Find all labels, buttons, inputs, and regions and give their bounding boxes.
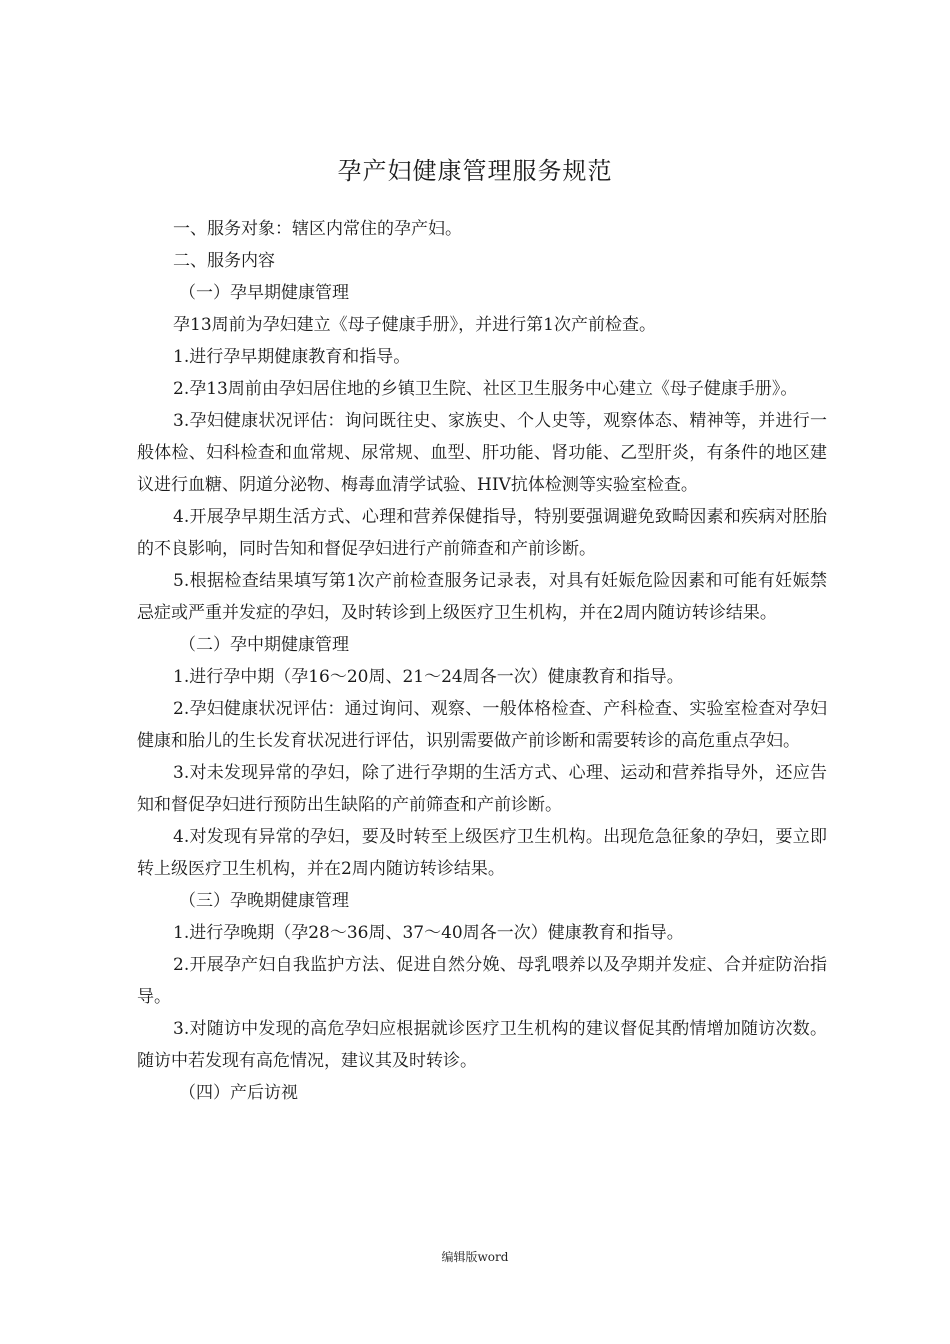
paragraph: 2.孕妇健康状况评估：通过询问、观察、一般体格检查、产科检查、实验室检查对孕妇健康和胎儿的生长发育状况进行评估，识别需要做产前诊断和需要转诊的高危重点孕妇。 [137,699,827,751]
paragraph: 1.进行孕早期健康教育和指导。 [173,347,411,367]
paragraph: 4.对发现有异常的孕妇，要及时转至上级医疗卫生机构。出现危急征象的孕妇，要立即转上级医疗卫生机构，并在2周内随访转诊结果。 [137,827,827,879]
paragraph: 1.进行孕晚期（孕28～36周、37～40周各一次）健康教育和指导。 [173,923,684,943]
paragraph: 2.孕13周前由孕妇居住地的乡镇卫生院、社区卫生服务中心建立《母子健康手册》。 [173,379,798,399]
paragraph: 3.孕妇健康状况评估：询问既往史、家族史、个人史等，观察体态、精神等，并进行一般体检、妇科检查和血常规、尿常规、血型、肝功能、肾功能、乙型肝炎，有条件的地区建议进行血糖、阴道分泌物、梅毒血清学试验、HIV抗体检测等实验室检查。 [137,411,827,495]
paragraph: 4.开展孕早期生活方式、心理和营养保健指导，特别要强调避免致畸因素和疾病对胚胎的不良影响，同时告知和督促孕妇进行产前筛查和产前诊断。 [137,507,827,559]
paragraph: 孕13周前为孕妇建立《母子健康手册》，并进行第1次产前检查。 [173,315,656,335]
paragraph: 5.根据检查结果填写第1次产前检查服务记录表，对具有妊娠危险因素和可能有妊娠禁忌症或严重并发症的孕妇，及时转诊到上级医疗卫生机构，并在2周内随访转诊结果。 [137,571,827,623]
page-footer: 编辑版word [441,1250,509,1264]
document-body [137,213,827,1109]
section-subheading: （四）产后访视 [179,1083,298,1103]
section-subheading: （一）孕早期健康管理 [179,283,349,303]
document-title: 孕产妇健康管理服务规范 [337,157,613,185]
paragraph: 3.对随访中发现的高危孕妇应根据就诊医疗卫生机构的建议督促其酌情增加随访次数。随访中若发现有高危情况，建议其及时转诊。 [137,1019,827,1071]
paragraph: 3.对未发现异常的孕妇，除了进行孕期的生活方式、心理、运动和营养指导外，还应告知和督促孕妇进行预防出生缺陷的产前筛查和产前诊断。 [137,763,827,815]
section-subheading: （三）孕晚期健康管理 [179,891,349,911]
section-heading: 一、服务对象：辖区内常住的孕产妇。 [173,219,462,239]
section-subheading: （二）孕中期健康管理 [179,635,349,655]
paragraph: 2.开展孕产妇自我监护方法、促进自然分娩、母乳喂养以及孕期并发症、合并症防治指导。 [137,955,827,1007]
paragraph: 1.进行孕中期（孕16～20周、21～24周各一次）健康教育和指导。 [173,667,684,687]
section-heading: 二、服务内容 [173,251,275,271]
